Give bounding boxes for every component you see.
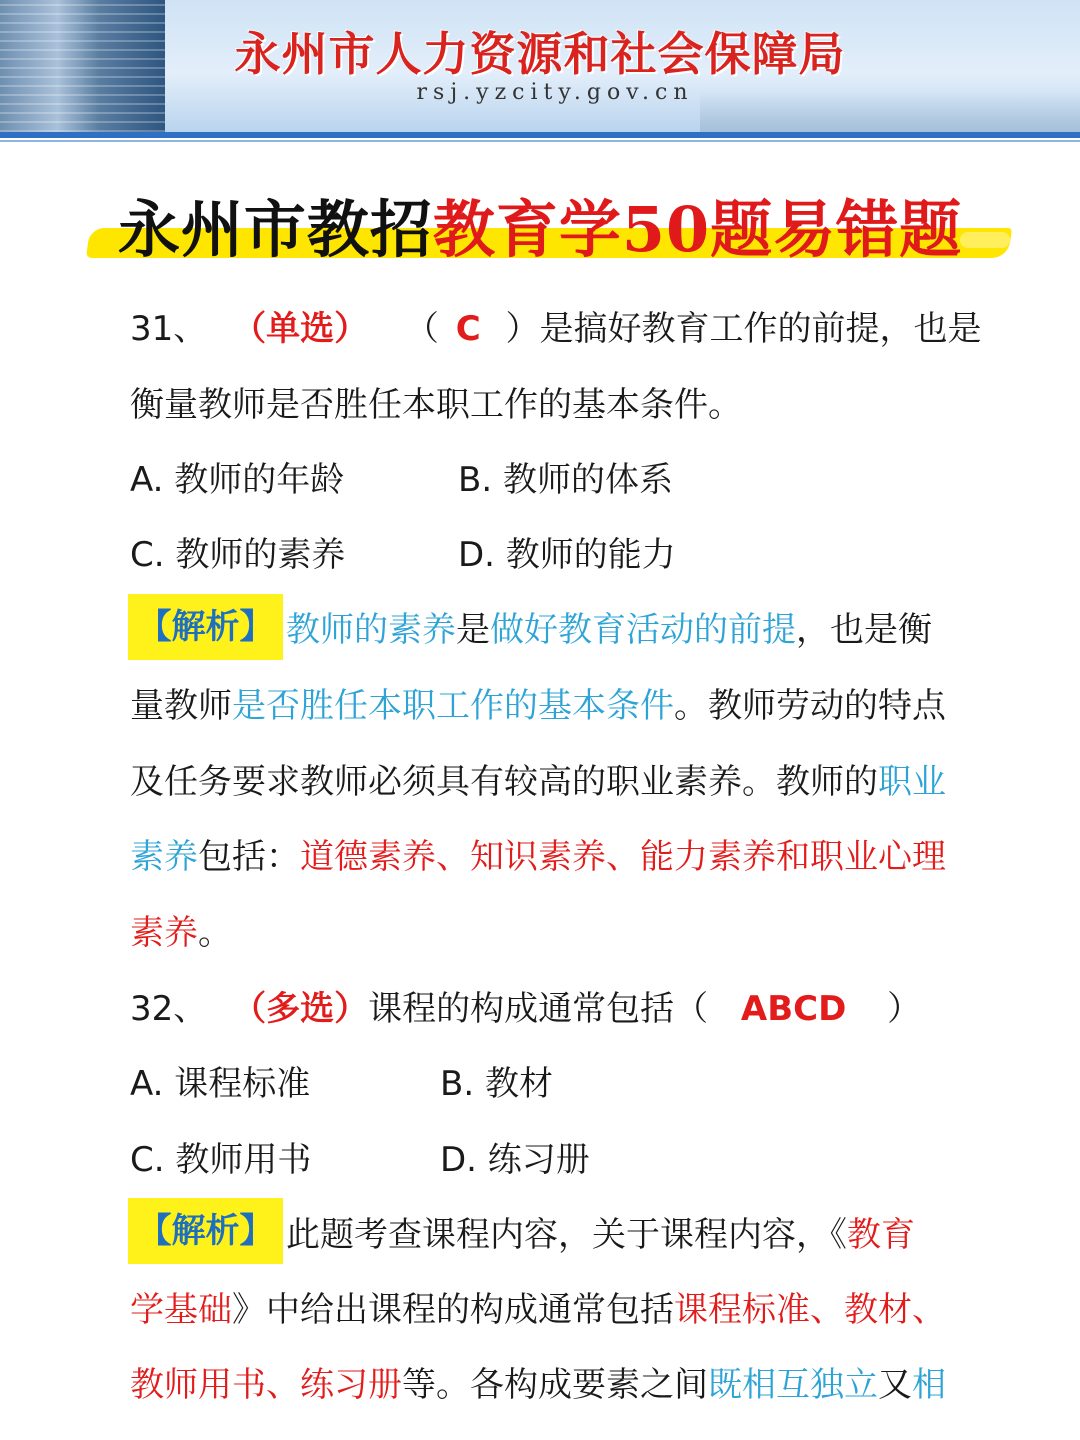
q32-stem: 课程的构成通常包括（ [368,989,709,1029]
q31-option-a: A. 教师的年龄 [130,460,345,500]
q32-option-d: D. 练习册 [440,1140,590,1180]
seg: 包括： [198,837,300,877]
q31-paren-open: （ [404,309,439,349]
seg: 教育 [847,1215,915,1255]
seg: 又 [878,1365,912,1405]
q32-analysis-line1 [286,1215,915,1255]
seg: 既相互独立 [708,1365,878,1405]
q32-analysis-line2 [130,1290,946,1330]
q31-stem-line2: 衡量教师是否胜任本职工作的基本条件。 [130,385,742,425]
q32-answer: ABCD [740,989,847,1029]
seg: 相 [912,1365,946,1405]
seg: 是 [456,610,490,650]
q31-stem-line1 [130,309,982,349]
seg: 等。各构成要素之间 [402,1365,708,1405]
q32-number: 32、 [130,989,208,1029]
q32-paren-close: ） [887,989,922,1029]
q31-stem1: 是搞好教育工作的前提，也是 [539,309,982,349]
seg: 。 [198,913,232,953]
seg: 及任务要求教师必须具有较高的职业素养。教师的 [130,762,878,802]
seg: 学基础 [130,1290,232,1330]
seg: 课程标准、教材、 [674,1290,946,1330]
q31-option-c: C. 教师的素养 [130,535,346,575]
q32-analysis-tag: 【解析】 [128,1198,283,1264]
q31-paren-close: ） [505,309,540,349]
q31-answer: C [455,309,481,349]
seg: 做好教育活动的前提 [490,610,796,650]
q31-analysis-tag: 【解析】 [128,594,283,660]
banner-title: 永州市人力资源和社会保障局 [234,27,846,81]
page-title-part2: 教育学50题易错题 [432,193,963,266]
q31-analysis-line1 [286,610,932,650]
seg: 此题考查课程内容，关于课程内容，《 [286,1215,847,1255]
q32-type: （多选） [232,989,369,1029]
seg: 教师用书、练习册 [130,1365,402,1405]
seg: 量教师 [130,686,232,726]
q31-type: （单选） [232,309,369,349]
q32-option-c: C. 教师用书 [130,1140,312,1180]
divider [0,132,1080,138]
q31-option-d: D. 教师的能力 [458,535,676,575]
q32-option-a: A. 课程标准 [130,1064,311,1104]
q32-stem-line1 [130,989,922,1029]
seg: 是否胜任本职工作的基本条件 [232,686,674,726]
seg: 。教师劳动的特点 [674,686,946,726]
q31-option-b: B. 教师的体系 [458,460,673,500]
q32-analysis-line3 [130,1365,946,1405]
divider [0,140,1080,142]
page-title-part1: 永州市教招 [117,193,433,266]
seg: ，也是衡 [796,610,932,650]
q31-analysis-line5 [130,913,232,953]
header-banner [0,0,1080,132]
q32-option-b: B. 教材 [440,1064,553,1104]
seg: 职业 [878,762,946,802]
banner-url: rsj.yzcity.gov.cn [416,80,694,105]
seg: 道德素养、知识素养、能力素养和职业心理 [300,837,946,877]
seg: 素养 [130,837,198,877]
seg: 》中给出课程的构成通常包括 [232,1290,674,1330]
q31-number: 31、 [130,309,208,349]
seg: 素养 [130,913,198,953]
seg: 教师的素养 [286,610,456,650]
q31-analysis-line2 [130,686,946,726]
q31-analysis-line3 [130,762,946,802]
q31-analysis-line4 [130,837,946,877]
page-title [0,180,1080,269]
